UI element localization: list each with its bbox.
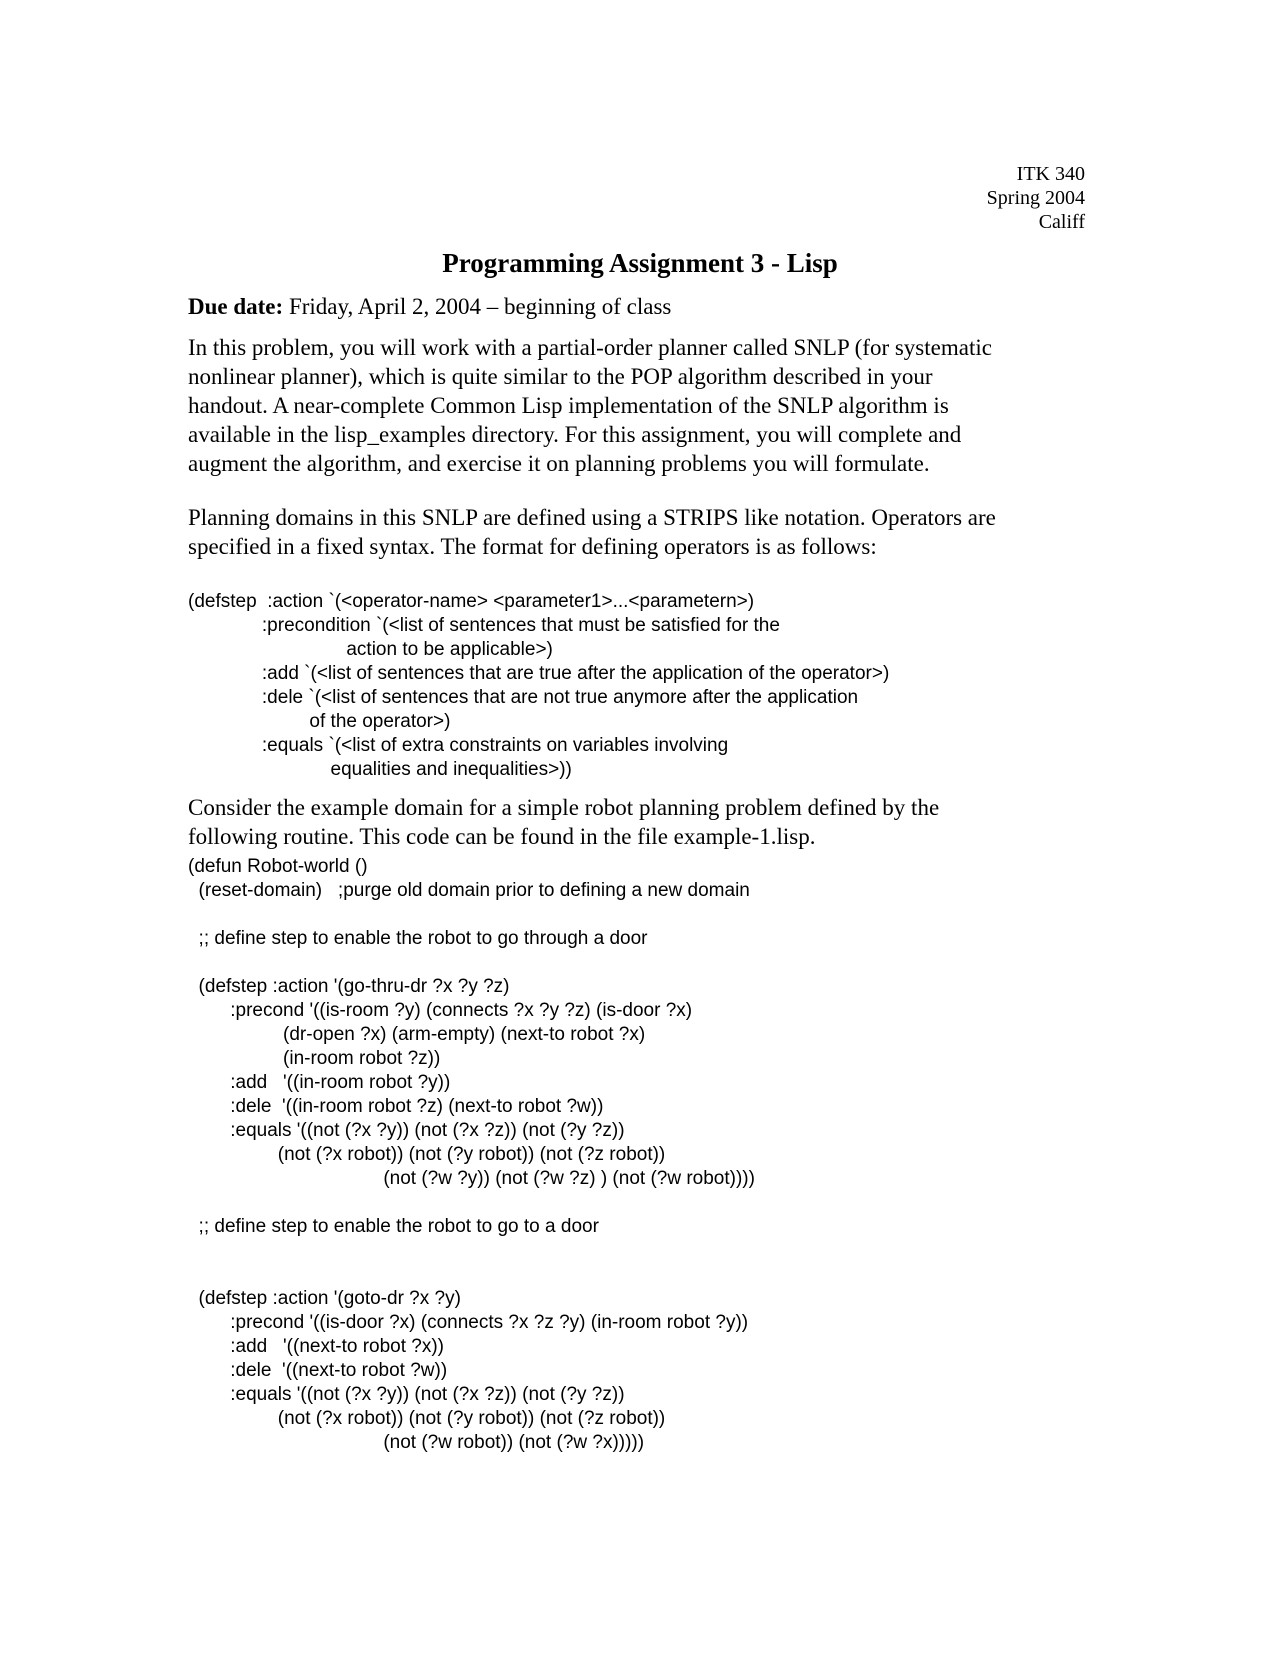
robot-world-code-block xyxy=(188,855,755,1455)
code-line: (defstep :action '(go-thru-dr ?x ?y ?z) xyxy=(188,976,510,997)
code-line: (not (?w ?y)) (not (?w ?z) ) (not (?w robot)))) xyxy=(188,1168,755,1189)
syntax-line: :add `(<list of sentences that are true after the application of the operator>) xyxy=(188,663,890,684)
instructor-name: Califf xyxy=(1038,211,1085,233)
code-line: (in-room robot ?z)) xyxy=(188,1048,441,1069)
domains-line: Planning domains in this SNLP are defined using a STRIPS like notation. Operators are xyxy=(188,505,996,530)
example-paragraph xyxy=(188,793,1108,851)
due-date-value: Friday, April 2, 2004 – beginning of class xyxy=(283,294,672,319)
syntax-line: of the operator>) xyxy=(188,711,451,732)
code-line: :precond '((is-room ?y) (connects ?x ?y ?z) (is-door ?x) xyxy=(188,1000,693,1021)
course-term: Spring 2004 xyxy=(986,187,1085,209)
code-line: (not (?w robot)) (not (?w ?x))))) xyxy=(188,1432,645,1453)
code-line: :precond '((is-door ?x) (connects ?x ?z ?y) (in-room robot ?y)) xyxy=(188,1312,749,1333)
domains-line: specified in a fixed syntax. The format for defining operators is as follows: xyxy=(188,534,877,559)
syntax-line: :dele `(<list of sentences that are not true anymore after the application xyxy=(188,687,859,708)
code-line: (defun Robot-world () xyxy=(188,856,368,877)
domains-paragraph xyxy=(188,503,1108,561)
code-line: ;; define step to enable the robot to go through a door xyxy=(188,928,648,949)
intro-line: available in the lisp_examples directory. For this assignment, you will complete and xyxy=(188,422,962,447)
course-header xyxy=(987,162,1085,234)
page-title: Programming Assignment 3 - Lisp xyxy=(442,248,838,278)
syntax-line: :precondition `(<list of sentences that must be satisfied for the xyxy=(188,615,780,636)
code-line: (dr-open ?x) (arm-empty) (next-to robot ?x) xyxy=(188,1024,646,1045)
syntax-line: :equals `(<list of extra constraints on variables involving xyxy=(188,735,729,756)
intro-line: augment the algorithm, and exercise it on planning problems you will formulate. xyxy=(188,451,930,476)
code-line: (not (?x robot)) (not (?y robot)) (not (?z robot)) xyxy=(188,1408,666,1429)
code-line: (defstep :action '(goto-dr ?x ?y) xyxy=(188,1288,461,1309)
code-line xyxy=(188,903,755,927)
intro-line: In this problem, you will work with a partial-order planner called SNLP (for systematic xyxy=(188,335,992,360)
due-date-label: Due date: xyxy=(188,294,284,319)
code-line: :add '((in-room robot ?y)) xyxy=(188,1072,451,1093)
operator-syntax-block xyxy=(188,590,889,782)
code-line: (not (?x robot)) (not (?y robot)) (not (?z robot)) xyxy=(188,1144,666,1165)
syntax-line: action to be applicable>) xyxy=(188,639,553,660)
code-line xyxy=(188,951,755,975)
code-line xyxy=(188,1239,755,1263)
example-line: Consider the example domain for a simple robot planning problem defined by the xyxy=(188,795,940,820)
code-line: :equals '((not (?x ?y)) (not (?x ?z)) (not (?y ?z)) xyxy=(188,1384,625,1405)
course-number: ITK 340 xyxy=(1016,163,1085,185)
syntax-line: (defstep :action `(<operator-name> <parameter1>...<parametern>) xyxy=(188,591,755,612)
example-line: following routine. This code can be found in the file example-1.lisp. xyxy=(188,824,816,849)
code-line: (reset-domain) ;purge old domain prior to defining a new domain xyxy=(188,880,750,901)
intro-paragraph xyxy=(188,333,1108,478)
code-line: :equals '((not (?x ?y)) (not (?x ?z)) (not (?y ?z)) xyxy=(188,1120,625,1141)
code-line: ;; define step to enable the robot to go to a door xyxy=(188,1216,599,1237)
code-line: :dele '((next-to robot ?w)) xyxy=(188,1360,448,1381)
due-date xyxy=(188,294,671,320)
syntax-line: equalities and inequalities>)) xyxy=(188,759,572,780)
intro-line: handout. A near-complete Common Lisp implementation of the SNLP algorithm is xyxy=(188,393,949,418)
code-line: :add '((next-to robot ?x)) xyxy=(188,1336,444,1357)
intro-line: nonlinear planner), which is quite similar to the POP algorithm described in your xyxy=(188,364,933,389)
code-line xyxy=(188,1263,755,1287)
code-line xyxy=(188,1191,755,1215)
code-line: :dele '((in-room robot ?z) (next-to robot ?w)) xyxy=(188,1096,604,1117)
